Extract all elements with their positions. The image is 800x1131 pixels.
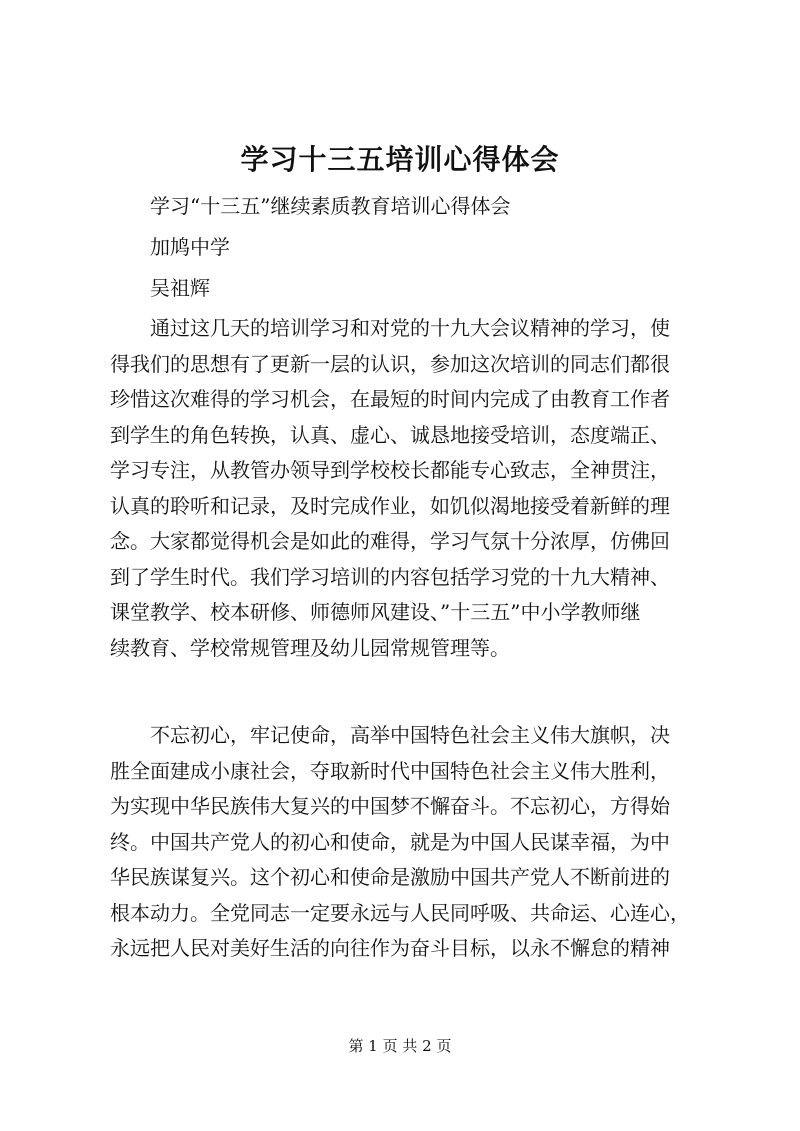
paragraph-line: 得我们的思想有了更新一层的认识，参加这次培训的同志们都很	[110, 351, 670, 376]
paragraph-line: 通过这几天的培训学习和对党的十九大会议精神的学习，使	[150, 316, 670, 340]
paragraph-line: 续教育、学校常规管理及幼儿园常规管理等。	[110, 635, 510, 660]
paragraph-line: 永远把人民对美好生活的向往作为奋斗目标，以永不懈怠的精神	[110, 936, 670, 960]
paragraph-line: 到学生的角色转换，认真、虚心、诚恳地接受培训，态度端正、	[110, 422, 670, 447]
body-paragraph-2	[110, 718, 710, 967]
paragraph-line: 根本动力。全党同志一定要永远与人民同呼吸、共命运、心连心，	[110, 900, 690, 925]
paragraph-line: 不忘初心，牢记使命，高举中国特色社会主义伟大旗帜，决	[150, 723, 670, 747]
paragraph-line: 华民族谋复兴。这个初心和使命是激励中国共产党人不断前进的	[110, 865, 670, 889]
paragraph-line: 为实现中华民族伟大复兴的中国梦不懈奋斗。不忘初心，方得始	[110, 794, 670, 818]
paragraph-line: 课堂教学、校本研修、师德师风建设、”十三五”中小学教师继	[110, 600, 641, 624]
paragraph-line: 学习专注，从教管办领导到学校校长都能专心致志，全神贯注，	[110, 458, 670, 482]
paragraph-line: 到了学生时代。我们学习培训的内容包括学习党的十九大精神、	[110, 564, 670, 589]
paragraph-line: 认真的聆听和记录，及时完成作业，如饥似渴地接受着新鲜的理	[110, 493, 670, 518]
paragraph-line: 念。大家都觉得机会是如此的难得，学习气氛十分浓厚，仿佛回	[110, 529, 670, 553]
document-subtitle: 学习“十三五”继续素质教育培训心得体会	[150, 194, 511, 218]
school-name: 加鸠中学	[150, 235, 230, 259]
page-footer: 第 1 页 共 2 页	[348, 1037, 452, 1055]
document-title: 学习十三五培训心得体会	[240, 143, 560, 176]
body-paragraph-1	[110, 311, 710, 666]
paragraph-line: 珍惜这次难得的学习机会，在最短的时间内完成了由教育工作者	[110, 387, 670, 411]
paragraph-line: 胜全面建成小康社会，夺取新时代中国特色社会主义伟大胜利，	[110, 758, 670, 783]
author-name: 吴祖辉	[150, 276, 210, 300]
paragraph-line: 终。中国共产党人的初心和使命，就是为中国人民谋幸福，为中	[110, 829, 670, 854]
